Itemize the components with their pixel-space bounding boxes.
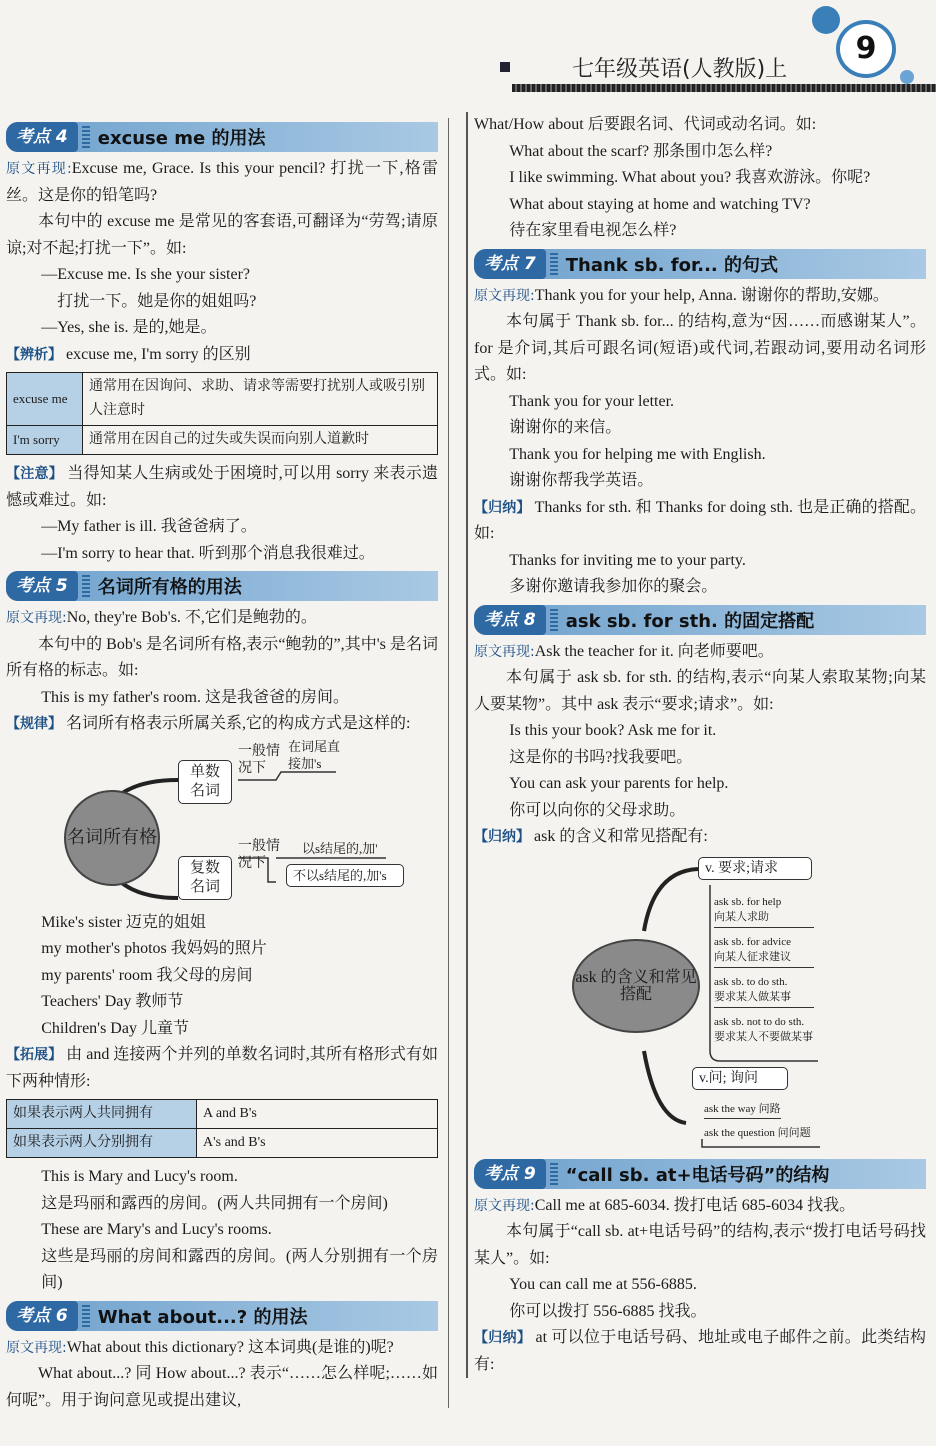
paragraph-text: —Yes, she is. 是的,她是。 <box>41 319 217 336</box>
paragraph-label: 【拓展】 <box>6 1047 63 1063</box>
paragraph-text: 你可以向你的父母求助。 <box>509 801 686 819</box>
paragraph-label: 【注意】 <box>6 466 64 482</box>
paragraph-text: 本句中的 Bob's 是名词所有格,表示“鲍勃的”,其中's 是名词所有格的标志。如: <box>6 635 438 679</box>
paragraph <box>6 514 438 541</box>
paragraph <box>474 112 926 139</box>
node-request-item <box>714 895 814 928</box>
paragraph <box>474 824 926 851</box>
paragraph <box>6 289 438 316</box>
section-tag: 考点 9 <box>474 1159 546 1189</box>
paragraph-label: 原文再现: <box>6 1339 67 1356</box>
paragraph-text: 名词所有格表示所属关系,它的构成方式是这样的: <box>62 715 411 732</box>
section-title: excuse me 的用法 <box>97 128 266 149</box>
paragraph-text: Thanks for sth. 和 Thanks for doing sth. 也是正确的搭配。如: <box>474 498 926 542</box>
paragraph-label: 原文再现: <box>6 610 67 626</box>
table-cell: A and B's <box>197 1100 438 1129</box>
paragraph <box>474 665 926 718</box>
paragraph <box>6 936 438 963</box>
node-general-2: 一般情况下 <box>238 838 280 871</box>
node-question-item: ask the way 问路 <box>704 1101 781 1119</box>
paragraph-text: —I'm sorry to hear that. 听到那个消息我很难过。 <box>41 544 375 562</box>
section-heading <box>6 1301 438 1331</box>
paragraph <box>6 1016 438 1043</box>
paragraph-label: 原文再现: <box>6 161 72 177</box>
paragraph-text: 由 and 连接两个并列的单数名词时,其所有格形式有如下两种情形: <box>6 1046 439 1090</box>
paragraph-text: 你可以拨打 556-6885 找我。 <box>509 1302 707 1320</box>
section-tag: 考点 8 <box>474 605 546 635</box>
paragraph-text: excuse me, I'm sorry 的区别 <box>62 345 251 363</box>
possessive-diagram <box>6 738 438 910</box>
paragraph <box>474 442 926 469</box>
section-heading <box>6 122 438 152</box>
paragraph <box>474 1219 926 1272</box>
paragraph <box>474 218 926 245</box>
paragraph <box>6 685 438 712</box>
paragraph <box>474 574 926 601</box>
section-tag: 考点 7 <box>474 249 546 279</box>
book-title: 七年级英语(人教版)上 <box>572 57 788 82</box>
table-cell: 通常用在因询问、求助、请求等需要打扰别人或吸引别人注意时 <box>83 373 438 426</box>
left-column <box>6 118 438 1414</box>
paragraph-text: 这是你的书吗?找我要吧。 <box>509 748 693 766</box>
paragraph-text: 当得知某人生病或处于困境时,可以用 sorry 来表示遗憾或难过。如: <box>6 465 439 509</box>
paragraph <box>6 910 438 937</box>
paragraph <box>6 1244 438 1297</box>
paragraph-text: 本句属于“call sb. at+电话号码”的结构,表示“拨打电话号码找某人”。如: <box>474 1223 926 1267</box>
header-marker <box>500 62 510 72</box>
paragraph-text: This is my father's room. 这是我爸爸的房间。 <box>41 688 349 706</box>
paragraph <box>474 639 926 666</box>
paragraph-text: Is this your book? Ask me for it. <box>509 722 717 739</box>
diagram-lines <box>474 851 924 1155</box>
table-cell: I'm sorry <box>7 426 83 455</box>
section-title: “call sb. at+电话号码”的结构 <box>565 1164 830 1186</box>
phrase-zh: 要求某人做某事 <box>714 990 791 1003</box>
paragraph-text: These are Mary's and Lucy's rooms. <box>41 1221 272 1238</box>
paragraph <box>6 342 438 369</box>
decor-dot <box>812 6 840 34</box>
table-cell: 通常用在因自己的过失或失误而向别人道歉时 <box>83 426 438 455</box>
paragraph-text: Mike's sister 迈克的姐姐 <box>41 913 206 931</box>
table-cell: 如果表示两人分别拥有 <box>7 1129 197 1158</box>
paragraph <box>6 989 438 1016</box>
paragraph-label: 【归纳】 <box>474 829 530 845</box>
table-row <box>7 426 438 455</box>
paragraph-text: What about this dictionary? 这本词典(是谁的)呢? <box>66 1338 394 1356</box>
paragraph <box>6 156 438 209</box>
node-rule-3: 不以s结尾的,加's <box>286 864 404 887</box>
table-row <box>7 1100 438 1129</box>
paragraph-text: What about staying at home and watching TV? <box>509 195 811 213</box>
paragraph-text: —My father is ill. 我爸爸病了。 <box>41 518 257 535</box>
page-number: 9 <box>836 20 896 78</box>
paragraph-text: 待在家里看电视怎么样? <box>509 222 677 239</box>
paragraph-text: Ask the teacher for it. 向老师要吧。 <box>534 642 774 660</box>
paragraph-text: 谢谢你的来信。 <box>509 419 622 436</box>
diagram-center: 名词所有格 <box>64 790 160 886</box>
paragraph-label: 原文再现: <box>474 643 535 660</box>
node-general-1: 一般情况下 <box>238 743 280 776</box>
node-rule-1: 在词尾直接加's <box>288 738 341 771</box>
paragraph <box>474 1299 926 1326</box>
paragraph <box>474 718 926 745</box>
node-branch-ask-question: v.问; 询问 <box>692 1067 788 1090</box>
paragraph <box>474 548 926 575</box>
table-row <box>7 1129 438 1158</box>
paragraph-text: Children's Day 儿童节 <box>41 1019 189 1037</box>
paragraph-text: What about...? 同 How about...? 表示“……怎么样呢;……如何呢”。用于询问意见或提出建议, <box>6 1365 438 1409</box>
section-heading <box>474 1159 926 1189</box>
paragraph <box>474 192 926 219</box>
paragraph <box>6 1164 438 1191</box>
paragraph <box>6 605 438 632</box>
node-question-item: ask the question 问问题 <box>704 1126 811 1139</box>
paragraph-label: 原文再现: <box>474 1197 535 1214</box>
paragraph-text: 这是玛丽和露西的房间。(两人共同拥有一个房间) <box>41 1194 388 1212</box>
paragraph <box>474 139 926 166</box>
paragraph <box>474 389 926 416</box>
section-title: 名词所有格的用法 <box>97 577 242 598</box>
column-divider <box>448 118 449 1408</box>
paragraph <box>474 495 926 548</box>
paragraph-text: Call me at 685-6034. 拨打电话 685-6034 找我。 <box>534 1196 856 1214</box>
phrase-zh: 向某人求助 <box>714 910 769 923</box>
paragraph-text: 谢谢你帮我学英语。 <box>509 472 654 489</box>
paragraph-text: You can ask your parents for help. <box>509 775 729 792</box>
paragraph-text: 这些是玛丽的房间和露西的房间。(两人分别拥有一个房间) <box>41 1247 438 1291</box>
paragraph-text: —Excuse me. Is she your sister? <box>41 266 251 283</box>
paragraph-text: What about the scarf? 那条围巾怎么样? <box>509 142 773 160</box>
paragraph-text: Excuse me, Grace. Is this your pencil? 打扰一下,格雷丝。这是你的铅笔吗? <box>6 160 439 204</box>
table-cell: 如果表示两人共同拥有 <box>7 1100 197 1129</box>
table-cell: excuse me <box>7 373 83 426</box>
paragraph <box>6 711 438 738</box>
paragraph-text: Thanks for inviting me to your party. <box>509 551 746 569</box>
paragraph <box>6 1191 438 1218</box>
paragraph <box>6 1217 438 1244</box>
header-rule <box>512 84 936 92</box>
paragraph <box>6 963 438 990</box>
phrase-zh: 要求某人不要做某事 <box>714 1030 813 1043</box>
paragraph <box>6 315 438 342</box>
paragraph <box>474 283 926 310</box>
node-request-item <box>714 1015 814 1047</box>
paragraph <box>474 468 926 495</box>
paragraph-text: Teachers' Day 教师节 <box>41 993 184 1010</box>
node-request-item <box>714 935 814 968</box>
paragraph-text: No, they're Bob's. 不,它们是鲍勃的。 <box>66 609 317 626</box>
paragraph <box>6 632 438 685</box>
paragraph <box>474 771 926 798</box>
paragraph <box>474 1325 926 1378</box>
paragraph <box>6 262 438 289</box>
ask-diagram <box>474 851 926 1155</box>
paragraph-label: 【规律】 <box>6 716 62 732</box>
comparison-table <box>6 1099 438 1158</box>
section-title: ask sb. for sth. 的固定搭配 <box>565 610 815 632</box>
paragraph <box>6 209 438 262</box>
paragraph <box>6 1042 438 1095</box>
comparison-table <box>6 372 438 455</box>
section-heading <box>474 605 926 635</box>
table-cell: A's and B's <box>197 1129 438 1158</box>
section-heading <box>6 571 438 601</box>
paragraph <box>474 309 926 389</box>
paragraph <box>474 415 926 442</box>
paragraph <box>474 1193 926 1220</box>
paragraph-label: 【辨析】 <box>6 346 62 363</box>
paragraph-text: my parents' room 我父母的房间 <box>41 966 253 984</box>
paragraph-label: 【归纳】 <box>474 1330 532 1346</box>
paragraph-text: my mother's photos 我妈妈的照片 <box>41 940 267 957</box>
paragraph <box>474 798 926 825</box>
paragraph-label: 原文再现: <box>474 287 535 304</box>
paragraph-text: Thank you for your letter. <box>509 392 675 410</box>
paragraph-text: Thank you for helping me with English. <box>509 445 766 463</box>
paragraph <box>474 1272 926 1299</box>
section-title: Thank sb. for... 的句式 <box>565 254 779 276</box>
node-singular: 单数名词 <box>178 760 232 804</box>
paragraph-text: 多谢你邀请我参加你的聚会。 <box>509 578 718 595</box>
paragraph-text: You can call me at 556-6885. <box>509 1276 697 1293</box>
node-branch-ask-request: v. 要求;请求 <box>698 857 812 880</box>
paragraph-label: 【归纳】 <box>474 499 531 516</box>
paragraph-text: ask 的含义和常见搭配有: <box>530 828 708 845</box>
paragraph-text: This is Mary and Lucy's room. <box>41 1168 238 1185</box>
phrase-en: ask sb. not to do sth. <box>714 1015 805 1028</box>
paragraph-text: 本句中的 excuse me 是常见的客套语,可翻译为“劳驾;请原谅;对不起;打扰一下”。如: <box>6 213 438 257</box>
paragraph <box>6 1335 438 1362</box>
phrase-en: ask sb. to do sth. <box>714 975 788 988</box>
diagram-center: ask 的含义和常见搭配 <box>572 939 700 1033</box>
table-row <box>7 373 438 426</box>
paragraph-text: 打扰一下。她是你的姐姐吗? <box>57 292 257 310</box>
paragraph-text: 本句属于 ask sb. for sth. 的结构,表示“向某人索取某物;向某人要某物”。其中 ask 表示“要求;请求”。如: <box>474 669 926 713</box>
phrase-en: ask sb. for advice <box>714 935 791 948</box>
decor-dot <box>900 70 914 84</box>
section-title: What about...? 的用法 <box>97 1306 308 1328</box>
paragraph-text: 本句属于 Thank sb. for... 的结构,意为“因……而感谢某人”。for 是介词,其后可跟名词(短语)或代词,若跟动词,要用动名词形式。如: <box>474 313 926 383</box>
section-heading <box>474 249 926 279</box>
paragraph-text: at 可以位于电话号码、地址或电子邮件之前。此类结构有: <box>474 1329 926 1373</box>
right-column <box>466 112 926 1378</box>
paragraph-text: What/How about 后要跟名词、代词或动名词。如: <box>474 116 817 133</box>
section-tag: 考点 5 <box>6 571 78 601</box>
paragraph-text: Thank you for your help, Anna. 谢谢你的帮助,安娜。 <box>534 286 889 304</box>
phrase-zh: 向某人征求建议 <box>714 950 791 963</box>
paragraph <box>6 461 438 514</box>
node-request-item <box>714 975 814 1008</box>
paragraph-text: I like swimming. What about you? 我喜欢游泳。你呢? <box>509 169 871 186</box>
section-tag: 考点 6 <box>6 1301 78 1331</box>
phrase-en: ask sb. for help <box>714 895 782 908</box>
node-rule-2: 以s结尾的,加' <box>302 840 378 856</box>
paragraph <box>6 541 438 568</box>
paragraph <box>474 165 926 192</box>
node-plural: 复数名词 <box>178 856 232 900</box>
paragraph <box>6 1361 438 1414</box>
paragraph <box>474 745 926 772</box>
section-tag: 考点 4 <box>6 122 78 152</box>
